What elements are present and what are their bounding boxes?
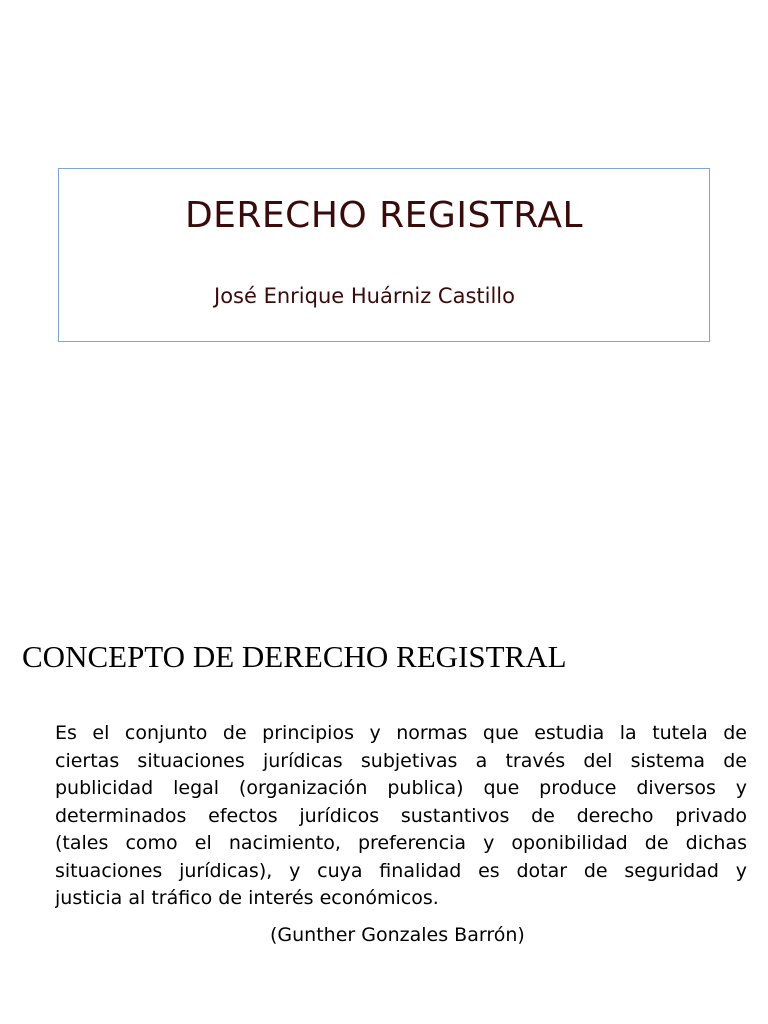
document-title: DERECHO REGISTRAL xyxy=(184,195,584,236)
definition-line: ciertas situaciones jurídicas subjetivas a través del sistema de xyxy=(55,749,747,772)
definition-line: Es el conjunto de principios y normas que estudia la tutela de xyxy=(55,722,747,744)
definition-line: justicia al tráfico de interés económicos. xyxy=(55,887,439,909)
definition-line: situaciones jurídicas), y cuya finalidad es dotar de seguridad y xyxy=(55,859,747,882)
concept-definition xyxy=(55,720,747,913)
concept-slide xyxy=(0,512,768,1024)
author-name: José Enrique Huárniz Castillo xyxy=(214,284,515,308)
citation: (Gunther Gonzales Barrón) xyxy=(270,924,525,946)
concept-heading: CONCEPTO DE DERECHO REGISTRAL xyxy=(22,639,567,674)
definition-line: determinados efectos jurídicos sustantivos de derecho privado xyxy=(55,804,747,827)
definition-line: (tales como el nacimiento, preferencia y oponibilidad de dichas xyxy=(55,832,747,854)
definition-line: publicidad legal (organización publica) que produce diversos y xyxy=(55,777,747,799)
